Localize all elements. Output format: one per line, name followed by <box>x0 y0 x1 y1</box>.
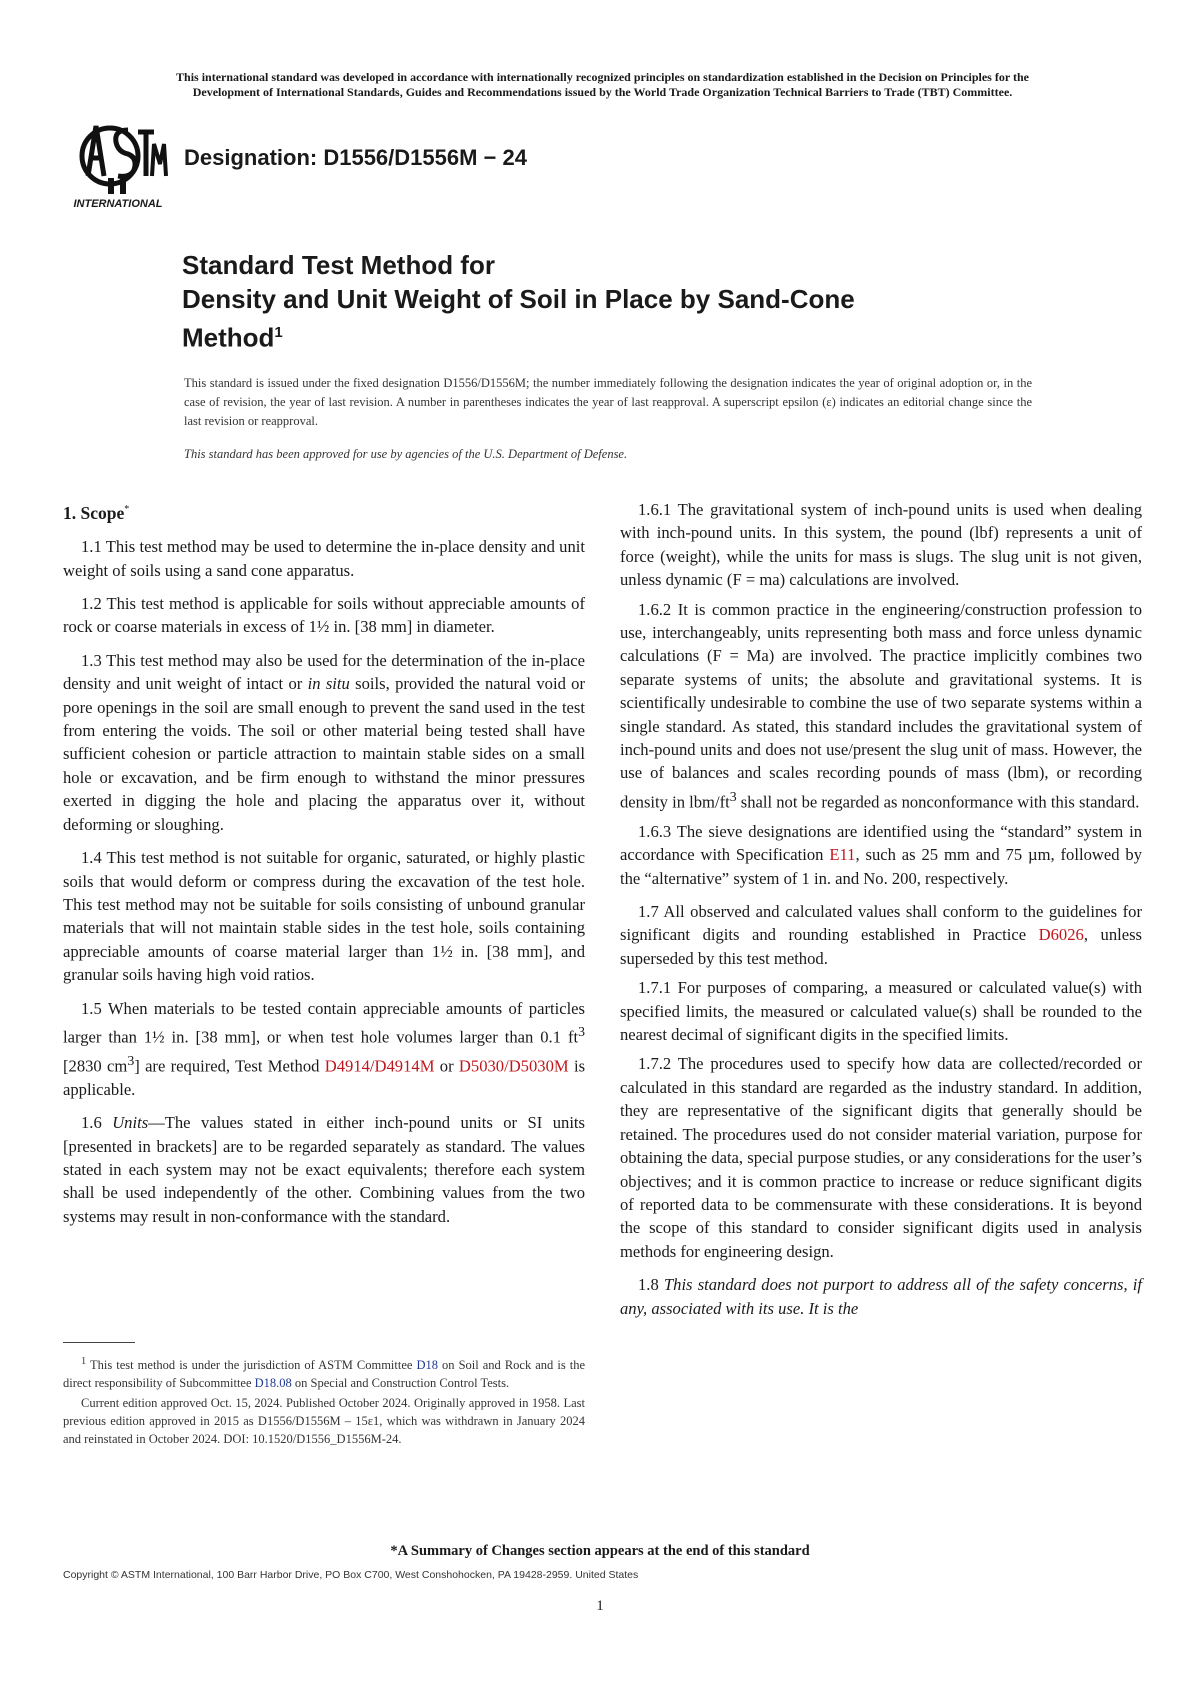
para-1-5: 1.5 When materials to be tested contain appreciable amounts of particles larger than 1½ in. [38 mm], or when test hole volumes larger than 0.1 $ft^3$ [2830 $cm^3$] are required, Test Method D4914/D4914M or D5030/D5030M is applicable. <box>63 998 586 1099</box>
footnote-1: $^1$ This test method is under the jurisdiction of ASTM Committee D18 on Soil and Rock and is the direct responsibility of Subcommittee D18.08 on Special and Construction Control Tests. <box>63 1356 585 1391</box>
para-1-7: 1.7 All observed and calculated values shall conform to the guidelines for significant digits and rounding established in Practice D6026, unless superseded by this test method. <box>620 902 1142 968</box>
para-1-4: 1.4 This test method is not suitable for organic, saturated, or highly plastic soils that would deform or compress during the excavation of the test hole. This test method may not be suitable for soils consisting of unbound granular materials that will not maintain stable sides in the test hole, soils containing appreciable amounts of coarse material larger than 1½ in. [38 mm], and granular soils having high void ratios. <box>63 848 585 985</box>
section-heading-scope: 1. Scope* <box>63 502 130 523</box>
page-number: 1 <box>596 1598 604 1614</box>
para-1-1: 1.1 This test method may be used to determine the in-place density and unit weight of soils using a sand cone apparatus. <box>63 537 585 580</box>
title-footnote-mark: 1 <box>274 324 283 341</box>
footnote-2: Current edition approved Oct. 15, 2024. Published October 2024. Originally approved in 1958. Last previous edition approved in 2015 as D1556/D1556M – 15ε1, which was withdrawn in January 2024 and reinstated in October 2024. DOI: 10.1520/D1556_D1556M-24. <box>63 1396 585 1447</box>
intl-notice-line1: This international standard was developed in accordance with internationally recognized principles on standardization established in the Decision on Principles for the <box>176 70 1029 84</box>
right-column <box>620 498 1142 1330</box>
title-line3: Method <box>182 322 275 353</box>
para-1-6-3: 1.6.3 The sieve designations are identified using the “standard” system in accordance with Specification E11, such as 25 mm and 75 µm, followed by the “alternative” system of 1 in. and No. 200, respectively. <box>620 821 1142 888</box>
title-line1: Standard Test Method for <box>182 250 495 280</box>
summary-of-changes-notice: *A Summary of Changes section appears at the end of this standard <box>390 1543 810 1559</box>
para-1-2: 1.2 This test method is applicable for soils without appreciable amounts of rock or coarse materials in excess of 1½ in. [38 mm] in diameter. <box>63 594 585 637</box>
para-1-6-1: 1.6.1 The gravitational system of inch-pound units is used when dealing with inch-pound units. In this system, the pound (lbf) represents a unit of force (weight), while the units for mass is slugs. The slug unit is not given, unless dynamic (F = ma) calculations are involved. <box>620 500 1142 590</box>
copyright: Copyright © ASTM International, 100 Barr Harbor Drive, PO Box C700, West Conshohocken, PA 19428-2959. United States <box>63 1569 639 1581</box>
link-d18-08[interactable]: D18.08 <box>254 1376 292 1391</box>
left-column <box>63 498 585 1238</box>
para-1-7-2: 1.7.2 The procedures used to specify how data are collected/recorded or calculated in this standard are regarded as the industry standard. In addition, they are representative of the significant digits that generally should be retained. The procedures used do not consider material variation, purpose for obtaining the data, special purpose studies, or any considerations for the user’s objectives; and it is common practice to increase or reduce significant digits of reported data to be commensurate with these considerations. It is beyond the scope of this standard to consider significant digits used in analysis methods for engineering design. <box>620 1054 1142 1261</box>
issued-note: This standard is issued under the fixed designation D1556/D1556M; the number immediately following the designation indicates the year of original adoption or, in the case of revision, the year of last revision. A number in parentheses indicates the year of last reapproval. A superscript epsilon (ε) indicates an editorial change since the last revision or reapproval. <box>184 376 1032 428</box>
link-e11[interactable]: E11 <box>829 845 856 865</box>
title-line2: Density and Unit Weight of Soil in Place by Sand-Cone <box>182 284 855 314</box>
para-1-8: 1.8 This standard does not purport to address all of the safety concerns, if any, associated with its use. It is the <box>620 1275 1142 1318</box>
link-d18[interactable]: D18 <box>416 1358 438 1373</box>
para-1-7-1: 1.7.1 For purposes of comparing, a measured or calculated value(s) with specified limits, the measured or calculated value(s) shall be rounded to the nearest decimal of significant digits in the specified limits. <box>620 978 1142 1045</box>
link-d6026[interactable]: D6026 <box>1038 925 1084 945</box>
para-1-3: 1.3 This test method may also be used for the determination of the in-place density and unit weight of intact or in situ soils, provided the natural void or pore openings in the soil are small enough to prevent the sand used in the test from entering the voids. The soil or other material being tested shall have sufficient cohesion or particle attraction to maintain stable sides on a small hole or excavation, and be firm enough to withstand the minor pressures exerted in digging the hole and placing the apparatus over it, without deforming or sloughing. <box>63 650 586 834</box>
link-d5030[interactable]: D5030/D5030M <box>458 1056 569 1076</box>
document-title <box>182 248 1002 355</box>
footnote-divider <box>63 1342 135 1343</box>
link-d4914[interactable]: D4914/D4914M <box>324 1056 435 1076</box>
intl-standard-notice <box>55 70 1150 100</box>
footnotes <box>63 1353 585 1450</box>
para-1-6: 1.6 Units—The values stated in either inch-pound units or SI units [presented in brackets] are to be regarded separately as standard. The values stated in each system may not be exact equivalents; therefore each system shall be used independently of the other. Combining values from the two systems may result in non-conformance with the standard. <box>63 1113 585 1226</box>
astm-logo <box>68 118 168 214</box>
intl-notice-line2: Development of International Standards, Guides and Recommendations issued by the World Trade Organization Technical Barriers to Trade (TBT) Committee. <box>192 85 1013 99</box>
dod-note: This standard has been approved for use by agencies of the U.S. Department of Defense. <box>184 447 628 461</box>
logo-text: INTERNATIONAL <box>73 198 163 210</box>
designation: Designation: D1556/D1556M − 24 <box>184 145 527 170</box>
para-1-6-2: 1.6.2 It is common practice in the engineering/construction profession to use, interchangeably, units representing both mass and force unless dynamic calculations (F = Ma) are involved. The practice implicitly combines two separate systems of units; the absolute and gravitational systems. It is scientifically undesirable to combine the use of two separate systems within a single standard. As stated, this standard includes the gravitational system of inch-pound units and does not use/present the slug unit of mass. However, the use of balances and scales recording pounds of mass (lbm), or recording density in lbm/$ft^3$ shall not be regarded as nonconformance with this standard. <box>620 599 1142 812</box>
